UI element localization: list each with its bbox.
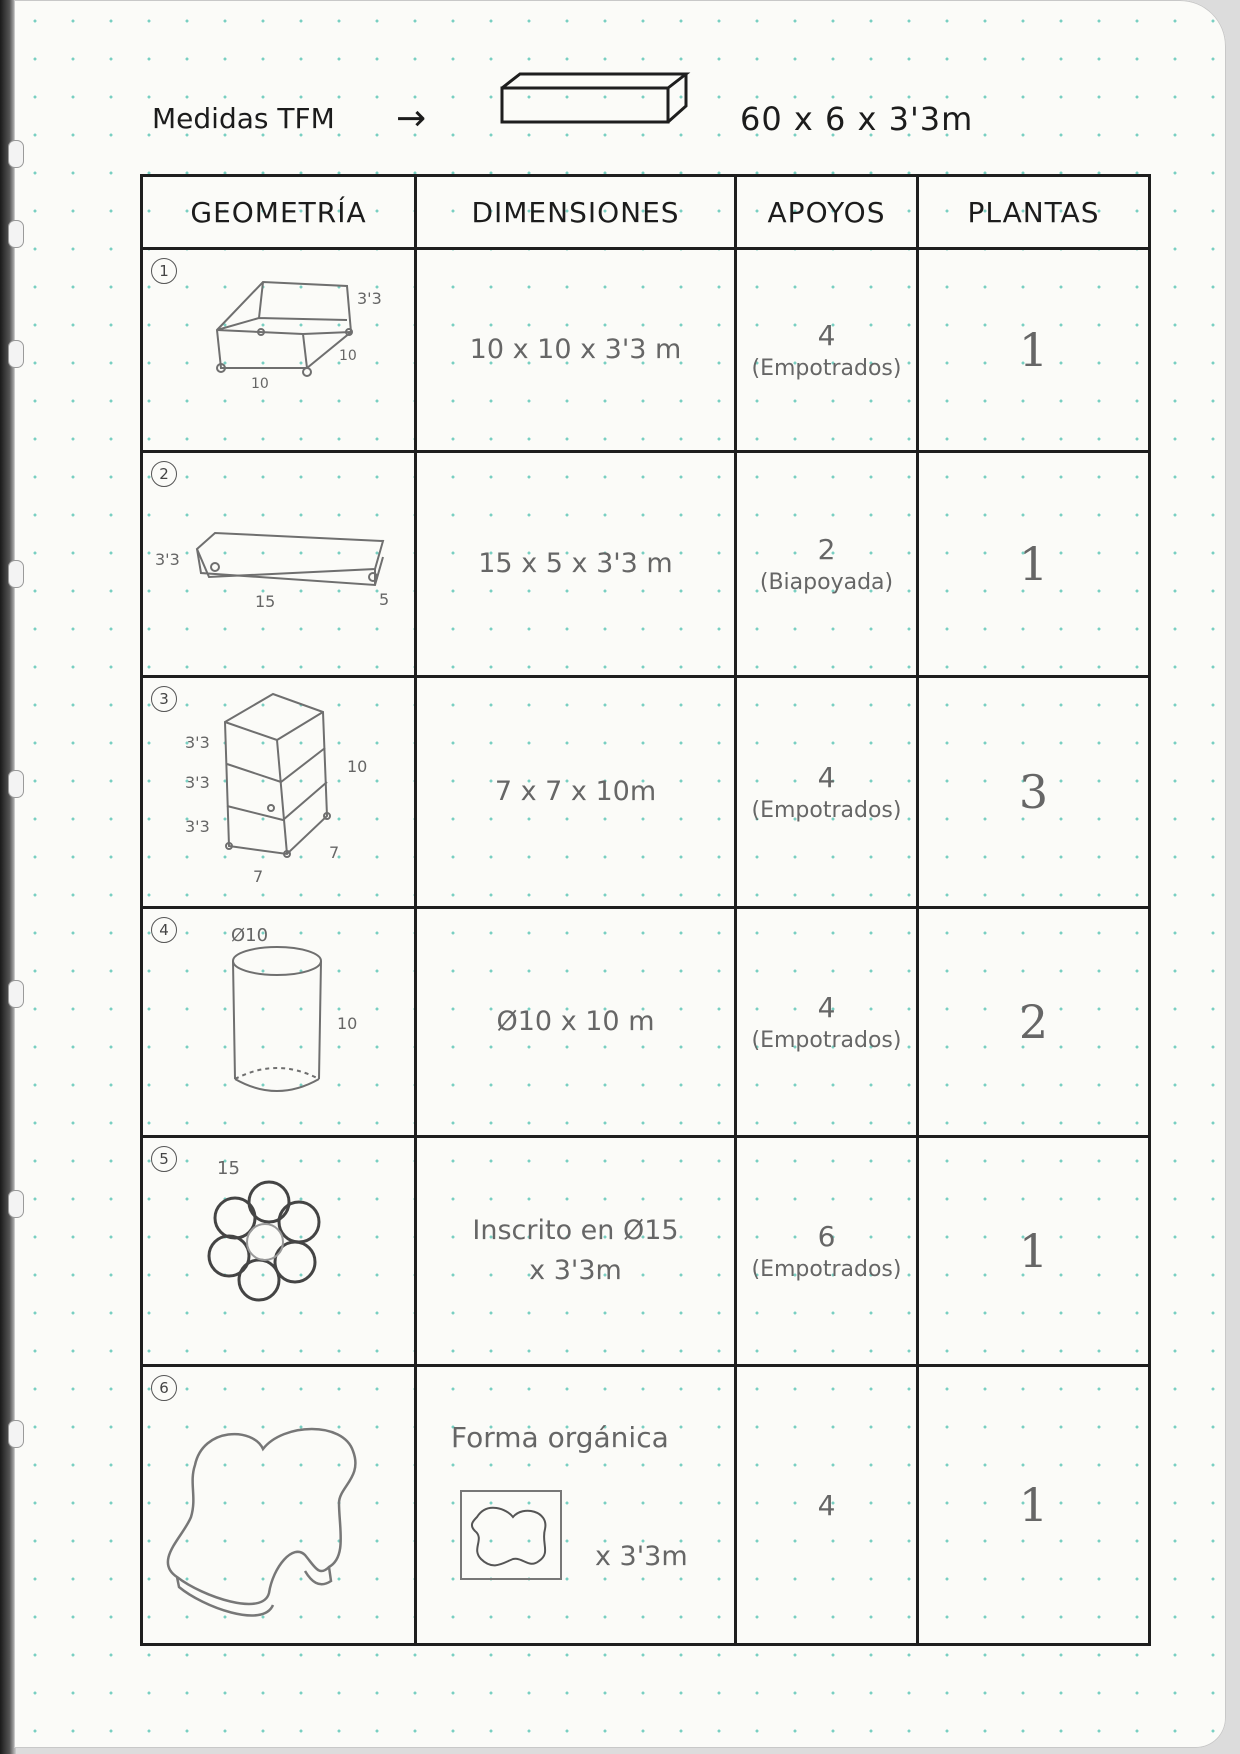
height-label: 3'3 (155, 550, 180, 569)
supports-cell (736, 908, 918, 1137)
supports-count: 6 (817, 1220, 836, 1253)
box-sketch (143, 250, 411, 450)
supports-count: 4 (817, 1488, 836, 1522)
table-row (142, 1137, 1150, 1366)
supports-cell (736, 452, 918, 677)
supports-type: (Empotrados) (751, 1257, 902, 1282)
column-header-apoyos: APOYOS (736, 176, 918, 249)
dimensions-text: 7 x 7 x 10m (494, 775, 657, 807)
floors-cell (918, 452, 1150, 677)
geometry-table (140, 174, 1151, 1646)
supports-type: (Empotrados) (751, 1028, 902, 1053)
table-row (142, 908, 1150, 1137)
binder-ring (8, 1190, 24, 1218)
dimensions-text: 15 x 5 x 3'3 m (478, 547, 673, 579)
column-header-geometria: GEOMETRÍA (142, 176, 416, 249)
floors-cell (918, 1366, 1150, 1645)
dimensions-text: Ø10 x 10 m (496, 1005, 655, 1037)
floors-cell (918, 249, 1150, 452)
supports-count: 4 (817, 761, 836, 794)
supports-cell (736, 1137, 918, 1366)
table-header-row (142, 176, 1150, 249)
size-label: 15 (217, 1158, 240, 1179)
binder-ring (8, 560, 24, 588)
supports-cell (736, 1366, 918, 1645)
width-label: 10 (251, 376, 269, 392)
floors-value: 1 (1018, 1478, 1049, 1532)
height-label: 3'3 (357, 289, 382, 308)
floors-cell (918, 677, 1150, 908)
column-header-plantas: PLANTAS (918, 176, 1150, 249)
row-number: 2 (151, 461, 177, 487)
row-number: 5 (151, 1146, 177, 1172)
dimensions-height: x 3'3m (595, 1541, 688, 1572)
supports-count: 4 (817, 319, 836, 352)
geometry-cell (142, 1366, 416, 1645)
geometry-cell (142, 908, 416, 1137)
depth-label: 10 (339, 348, 357, 364)
table-row (142, 677, 1150, 908)
dimensions-text: 10 x 10 x 3'3 m (469, 333, 682, 365)
row-number: 6 (151, 1375, 177, 1401)
floors-value: 1 (1018, 323, 1049, 377)
floors-value: 1 (1018, 1224, 1049, 1278)
dimensions-cell (416, 1366, 736, 1645)
floors-value: 2 (1018, 995, 1049, 1049)
tower-sketch (143, 678, 411, 906)
depth-label: 5 (379, 590, 390, 609)
geometry-cell (142, 1137, 416, 1366)
cylinder-sketch (143, 909, 411, 1135)
floors-cell (918, 1137, 1150, 1366)
dimensions-cell (416, 677, 736, 908)
table-row (142, 249, 1150, 452)
supports-cell (736, 249, 918, 452)
dimensions-text: Forma orgánica (451, 1421, 669, 1454)
header-title: Medidas TFM (152, 102, 335, 135)
dimensions-text: Inscrito en Ø15 (472, 1214, 679, 1246)
geometry-cell (142, 249, 416, 452)
binder-ring (8, 1420, 24, 1448)
dimensions-cell (416, 452, 736, 677)
page-header (134, 64, 1034, 144)
dimensions-cell (416, 1137, 736, 1366)
dimensions-height: x 3'3m (529, 1255, 622, 1286)
supports-count: 2 (817, 533, 836, 566)
organic-shape-sketch (143, 1367, 411, 1643)
diameter-label: Ø10 (231, 925, 269, 946)
supports-type: (Empotrados) (751, 356, 902, 381)
row-number: 1 (151, 258, 177, 284)
column-header-dimensiones: DIMENSIONES (416, 176, 736, 249)
floor-label: 3'3 (185, 817, 210, 836)
binder-ring (8, 980, 24, 1008)
header-dimensions: 60 x 6 x 3'3m (740, 100, 974, 138)
slab-sketch (143, 453, 411, 675)
row-number: 4 (151, 917, 177, 943)
height-label: 10 (337, 1014, 358, 1033)
dimensions-cell (416, 908, 736, 1137)
supports-count: 4 (817, 991, 836, 1024)
supports-cell (736, 677, 918, 908)
height-label: 10 (347, 757, 368, 776)
floors-value: 1 (1018, 537, 1049, 591)
organic-plan-sketch (457, 1487, 567, 1583)
floors-value: 3 (1018, 765, 1049, 819)
binder-ring (8, 140, 24, 168)
supports-type: (Empotrados) (751, 798, 902, 823)
arrow-icon: → (396, 98, 427, 139)
floor-label: 3'3 (185, 733, 210, 752)
floors-cell (918, 908, 1150, 1137)
dimensions-cell (416, 249, 736, 452)
flower-sketch (143, 1138, 411, 1364)
supports-type: (Biapoyada) (759, 570, 894, 595)
width-label: 7 (253, 867, 264, 886)
depth-label: 7 (329, 843, 340, 862)
table-row (142, 1366, 1150, 1645)
table-row (142, 452, 1150, 677)
row-number: 3 (151, 686, 177, 712)
binder-ring (8, 770, 24, 798)
geometry-cell (142, 677, 416, 908)
binder-ring (8, 220, 24, 248)
floor-label: 3'3 (185, 773, 210, 792)
binder-ring (8, 340, 24, 368)
width-label: 15 (255, 592, 276, 611)
notebook-page (14, 0, 1226, 1748)
beam-sketch (498, 70, 698, 130)
geometry-cell (142, 452, 416, 677)
